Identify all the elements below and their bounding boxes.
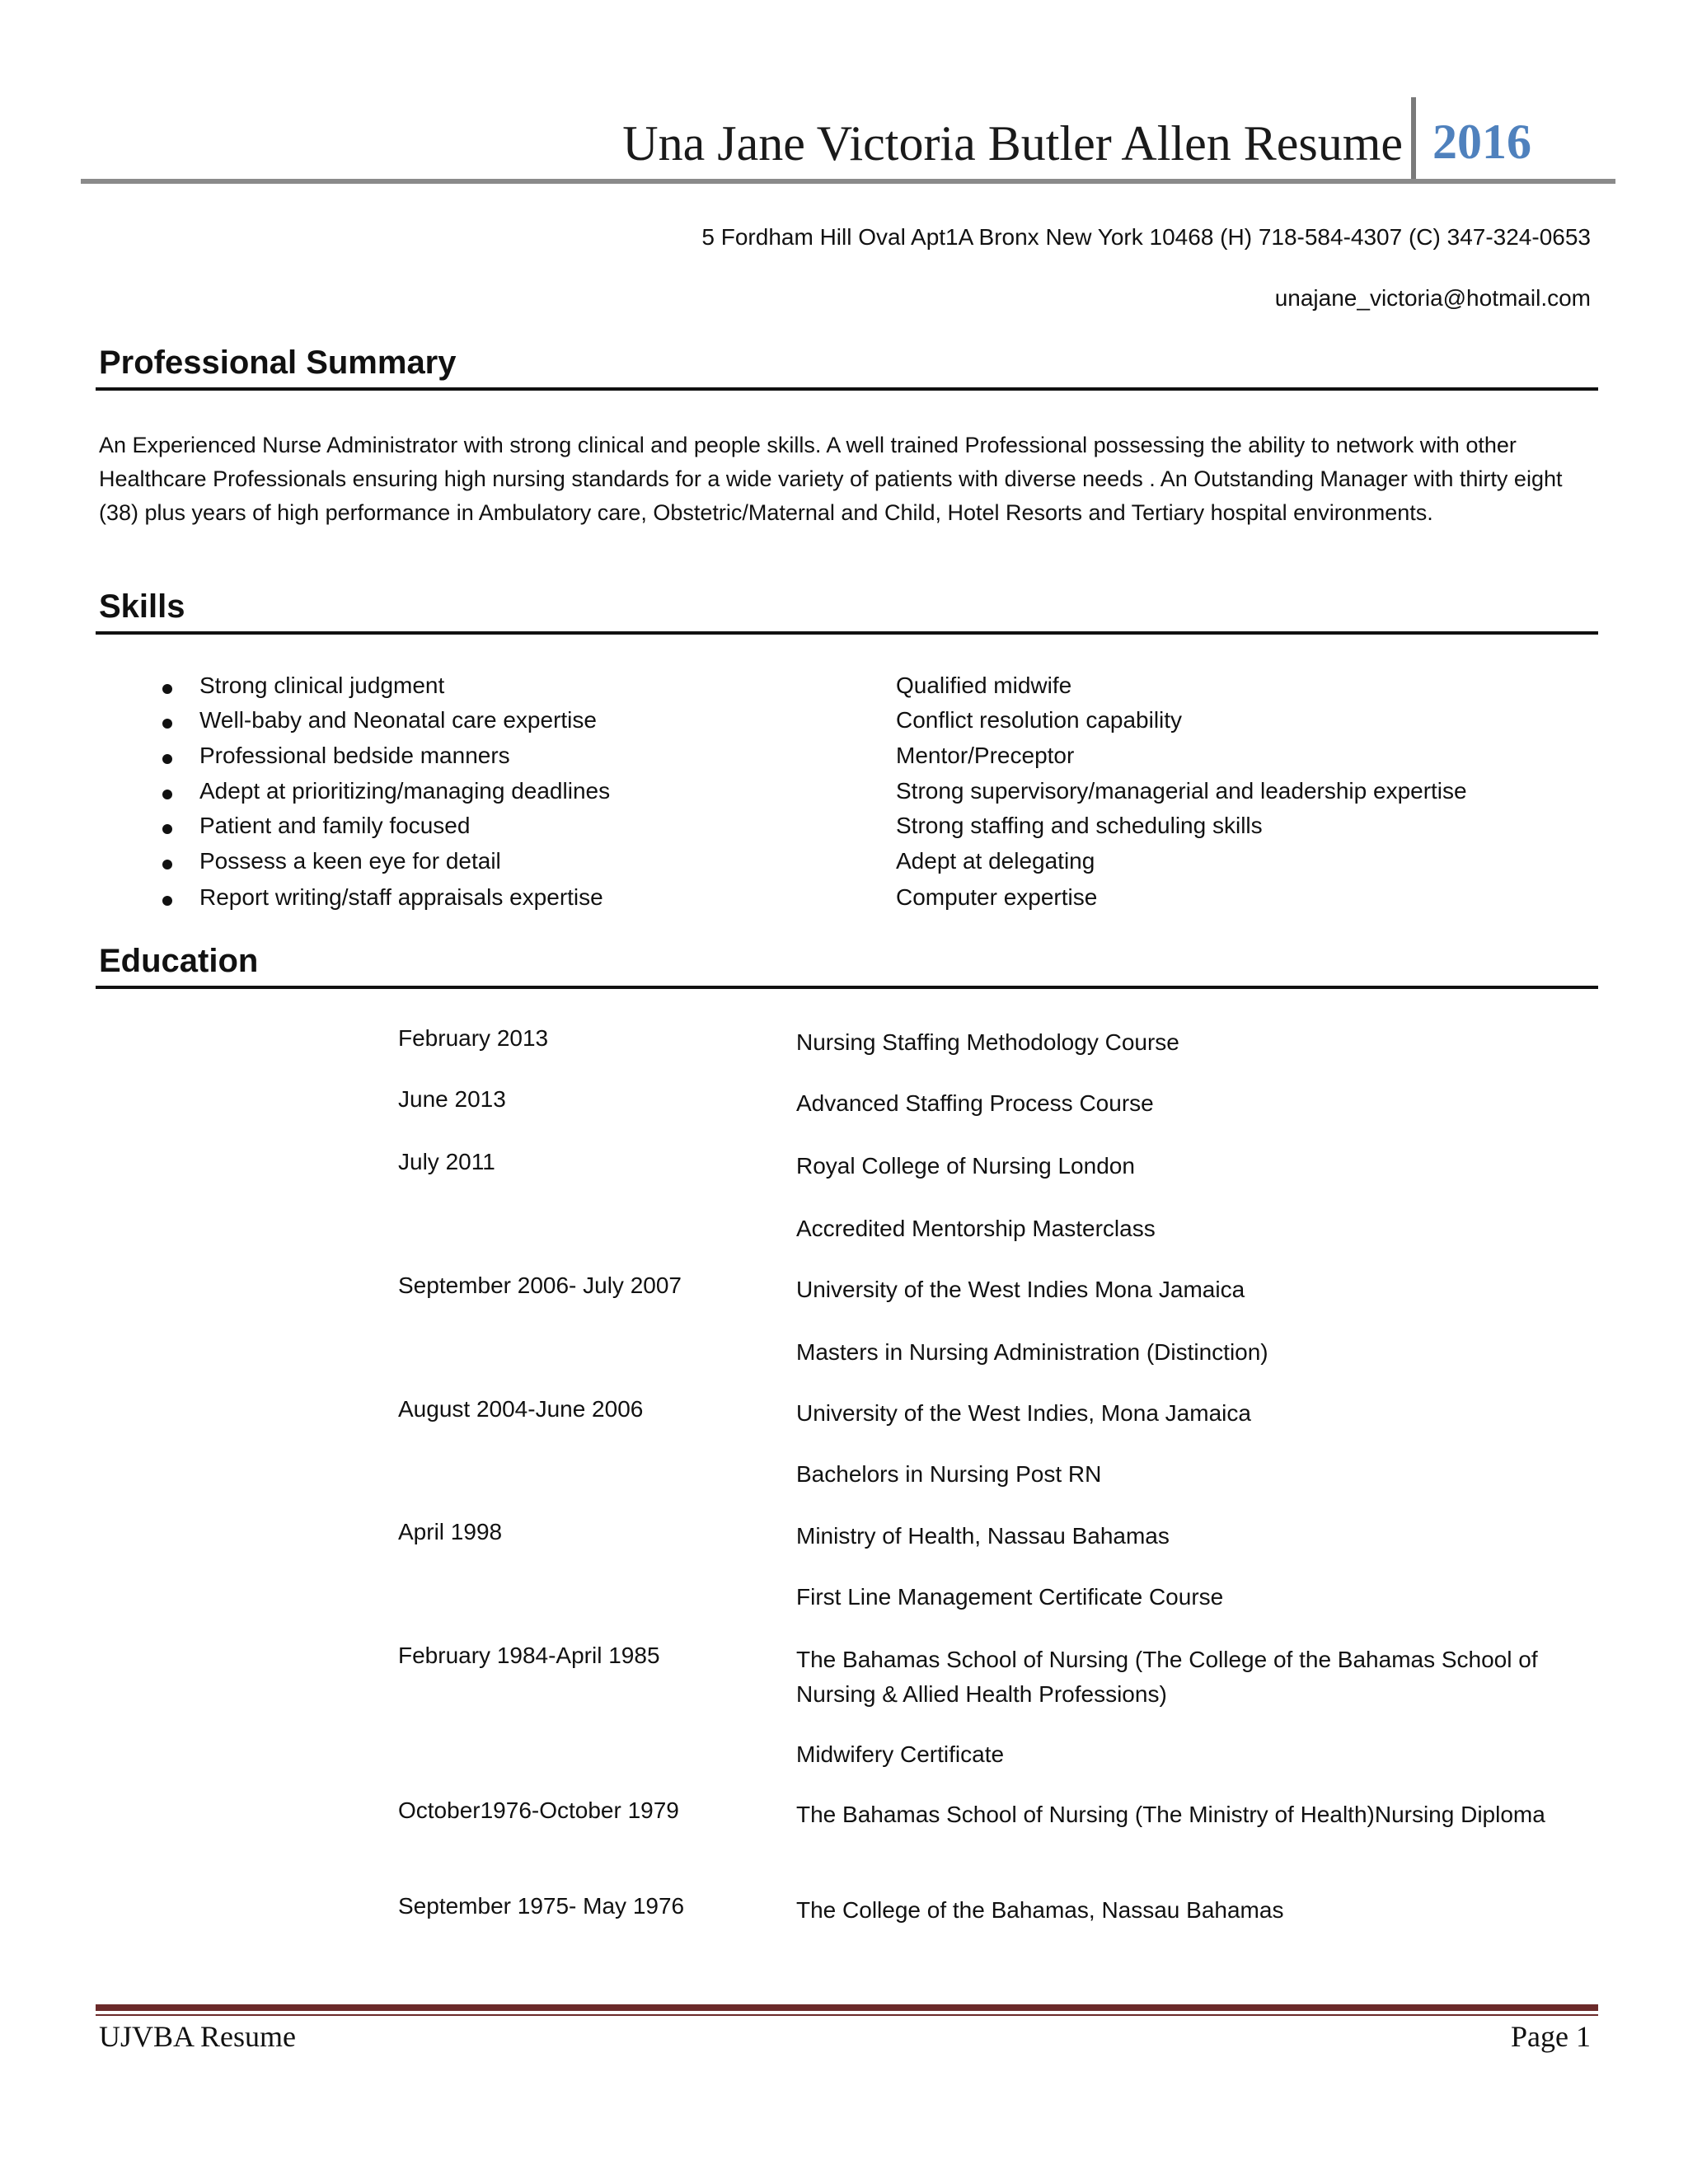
education-description: Royal College of Nursing London xyxy=(796,1153,1135,1179)
skill-item: Adept at delegating xyxy=(896,848,1095,874)
education-heading: Education xyxy=(99,943,259,979)
skill-item: Conflict resolution capability xyxy=(896,707,1183,733)
header-divider xyxy=(1411,97,1416,180)
education-description: University of the West Indies, Mona Jamaica xyxy=(796,1400,1251,1426)
skill-item: Well-baby and Neonatal care expertise xyxy=(199,707,597,733)
skill-row xyxy=(0,673,1688,705)
education-date: February 2013 xyxy=(398,1025,549,1051)
skill-row xyxy=(0,848,1688,881)
skill-item: Strong staffing and scheduling skills xyxy=(896,813,1263,838)
skill-item: Computer expertise xyxy=(896,884,1098,910)
summary-rule xyxy=(96,387,1598,391)
bullet-icon xyxy=(162,754,172,764)
bullet-icon xyxy=(162,896,172,906)
summary-heading: Professional Summary xyxy=(99,344,457,381)
education-description: The College of the Bahamas, Nassau Bahamas xyxy=(796,1897,1284,1923)
contact-email: unajane_victoria@hotmail.com xyxy=(1274,285,1591,311)
education-rule xyxy=(96,986,1598,989)
skill-item: Patient and family focused xyxy=(199,813,471,838)
education-description: Midwifery Certificate xyxy=(796,1741,1005,1767)
skill-item: Qualified midwife xyxy=(896,673,1072,698)
footer-rule xyxy=(96,2004,1598,2011)
skill-item: Strong supervisory/managerial and leadership expertise xyxy=(896,778,1467,804)
education-date: April 1998 xyxy=(398,1519,503,1544)
bullet-icon xyxy=(162,860,172,869)
skill-row xyxy=(0,743,1688,776)
education-description: Accredited Mentorship Masterclass xyxy=(796,1216,1156,1241)
education-description: First Line Management Certificate Course xyxy=(796,1584,1224,1610)
bullet-icon xyxy=(162,719,172,729)
education-description: Ministry of Health, Nassau Bahamas xyxy=(796,1523,1170,1549)
skills-rule xyxy=(96,631,1598,635)
header-rule xyxy=(81,179,1615,184)
education-date: September 2006- July 2007 xyxy=(398,1272,682,1298)
skills-heading: Skills xyxy=(99,588,185,625)
education-date: September 1975- May 1976 xyxy=(398,1893,685,1919)
skill-row xyxy=(0,813,1688,846)
skill-row xyxy=(0,778,1688,811)
education-description: Bachelors in Nursing Post RN xyxy=(796,1461,1102,1487)
bullet-icon xyxy=(162,684,172,694)
footer-rule-thin xyxy=(96,2014,1598,2016)
skill-row xyxy=(0,707,1688,740)
resume-title: Una Jane Victoria Butler Allen Resume xyxy=(622,116,1403,171)
skill-item: Strong clinical judgment xyxy=(199,673,445,698)
skill-row xyxy=(0,884,1688,917)
resume-year: 2016 xyxy=(1432,115,1531,169)
education-date: October1976-October 1979 xyxy=(398,1797,679,1823)
skill-item: Professional bedside manners xyxy=(199,743,510,768)
education-description: Masters in Nursing Administration (Distinction) xyxy=(796,1339,1268,1365)
education-description: The Bahamas School of Nursing (The College of the Bahamas School of Nursing & Allied Health Professions) xyxy=(796,1647,1538,1707)
contact-address: 5 Fordham Hill Oval Apt1A Bronx New York 10468 (H) 718-584-4307 (C) 347-324-0653 xyxy=(701,224,1591,250)
skill-item: Report writing/staff appraisals expertise xyxy=(199,884,603,910)
page-number: Page 1 xyxy=(1511,2020,1591,2053)
education-description: University of the West Indies Mona Jamaica xyxy=(796,1277,1245,1302)
education-date: August 2004-June 2006 xyxy=(398,1396,644,1422)
education-date: February 1984-April 1985 xyxy=(398,1643,660,1668)
skill-item: Possess a keen eye for detail xyxy=(199,848,501,874)
education-description: Nursing Staffing Methodology Course xyxy=(796,1029,1179,1055)
education-date: July 2011 xyxy=(398,1149,495,1174)
bullet-icon xyxy=(162,790,172,799)
skill-item: Adept at prioritizing/managing deadlines xyxy=(199,778,611,804)
bullet-icon xyxy=(162,824,172,834)
footer-label: UJVBA Resume xyxy=(99,2020,297,2053)
summary-text: An Experienced Nurse Administrator with strong clinical and people skills. A well trained Professional possessing the ability to network with other Healthcare Professionals ensuring high nursing standards for a wide variety of patients with diverse needs . An Outstanding Manager with thirty eight (38) plus years of high performance in Ambulatory care, Obstetric/Maternal and Child, Hotel Resorts and Tertiary hospital environments. xyxy=(99,433,1563,525)
education-date: June 2013 xyxy=(398,1086,506,1112)
education-description: Advanced Staffing Process Course xyxy=(796,1090,1154,1116)
education-description: The Bahamas School of Nursing (The Ministry of Health)Nursing Diploma xyxy=(796,1802,1545,1827)
skill-item: Mentor/Preceptor xyxy=(896,743,1075,768)
page-header xyxy=(81,97,1615,181)
